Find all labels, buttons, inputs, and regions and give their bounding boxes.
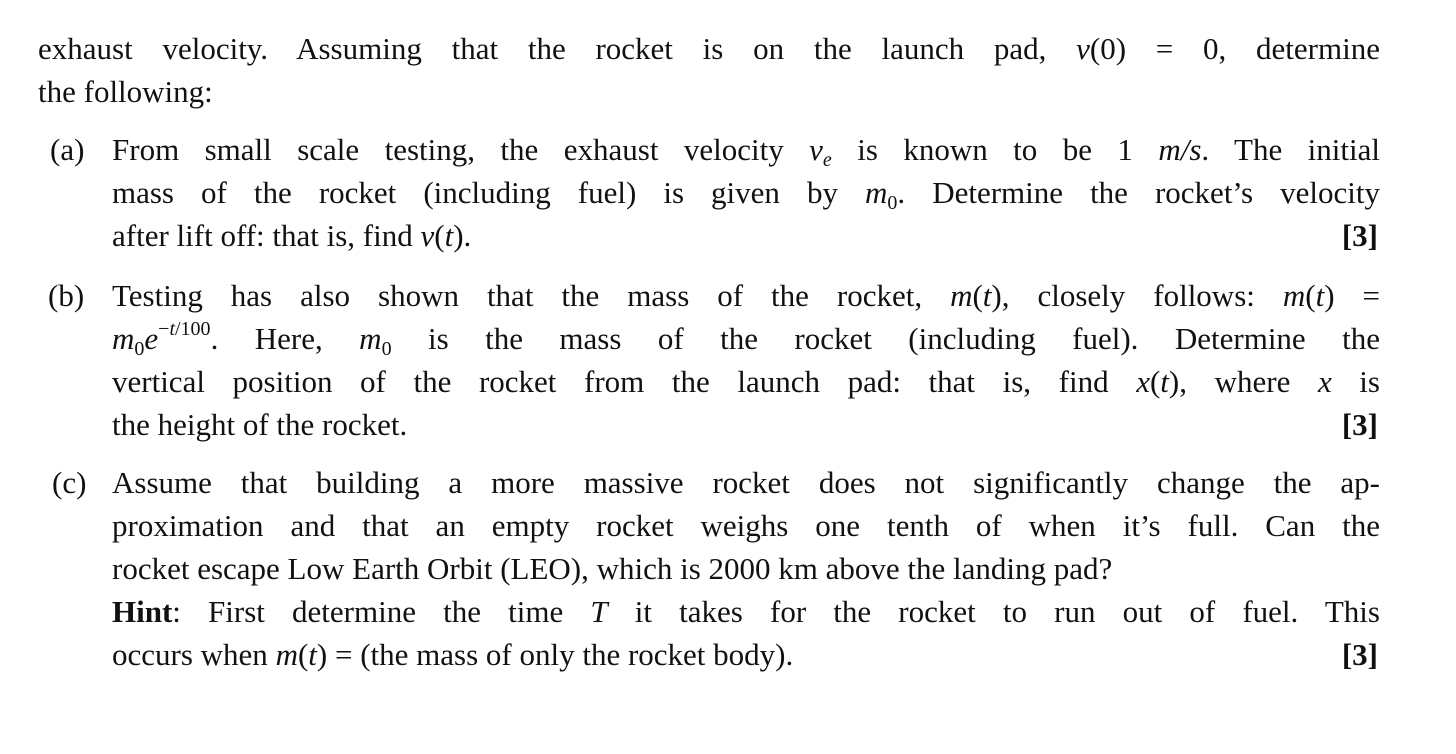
part-b-line-4: the height of the rocket.	[112, 407, 408, 442]
part-b-line-3: vertical position of the rocket from the launch pad: that is, find x(t), where x is	[112, 364, 1380, 399]
part-b-line-2: $m_0e^{-t/100}$. Here, $m_0$ is the mass of the rocket (including fuel). Determine the	[112, 318, 1380, 360]
part-b-label: (b)	[48, 278, 85, 313]
part-c-marks: [3]	[1341, 637, 1378, 672]
part-c-line-3: rocket escape Low Earth Orbit (LEO), which is 2000 km above the landing pad?	[112, 551, 1113, 586]
part-a-line-3: after lift off: that is, find v(t).	[112, 218, 472, 253]
part-c-line-2: proximation and that an empty rocket weighs one tenth of when it’s full. Can the	[112, 508, 1380, 543]
part-c-line-1: Assume that building a more massive rocket does not significantly change the ap-	[112, 465, 1380, 500]
intro-line-1: exhaust velocity. Assuming that the rocket is on the launch pad, v(0) = 0, determine	[38, 31, 1380, 66]
part-a-label: (a)	[50, 132, 85, 167]
part-c-line-4: Hint: First determine the time T it takes for the rocket to run out of fuel. This	[112, 594, 1380, 629]
part-c-label: (c)	[52, 465, 87, 500]
part-b-line-1: Testing has also shown that the mass of the rocket, m(t), closely follows: m(t) =	[112, 278, 1380, 313]
part-c-line-5: occurs when m(t) = (the mass of only the rocket body).	[112, 637, 794, 672]
intro-line-2: the following:	[38, 74, 213, 109]
part-b-marks: [3]	[1341, 407, 1378, 442]
part-a-line-1: From small scale testing, the exhaust velocity $v_e$ is known to be 1 m/s. The initial	[112, 132, 1380, 171]
part-a-line-2: mass of the rocket (including fuel) is given by $m_0$. Determine the rocket’s velocity	[112, 175, 1381, 214]
part-a-marks: [3]	[1341, 218, 1378, 253]
